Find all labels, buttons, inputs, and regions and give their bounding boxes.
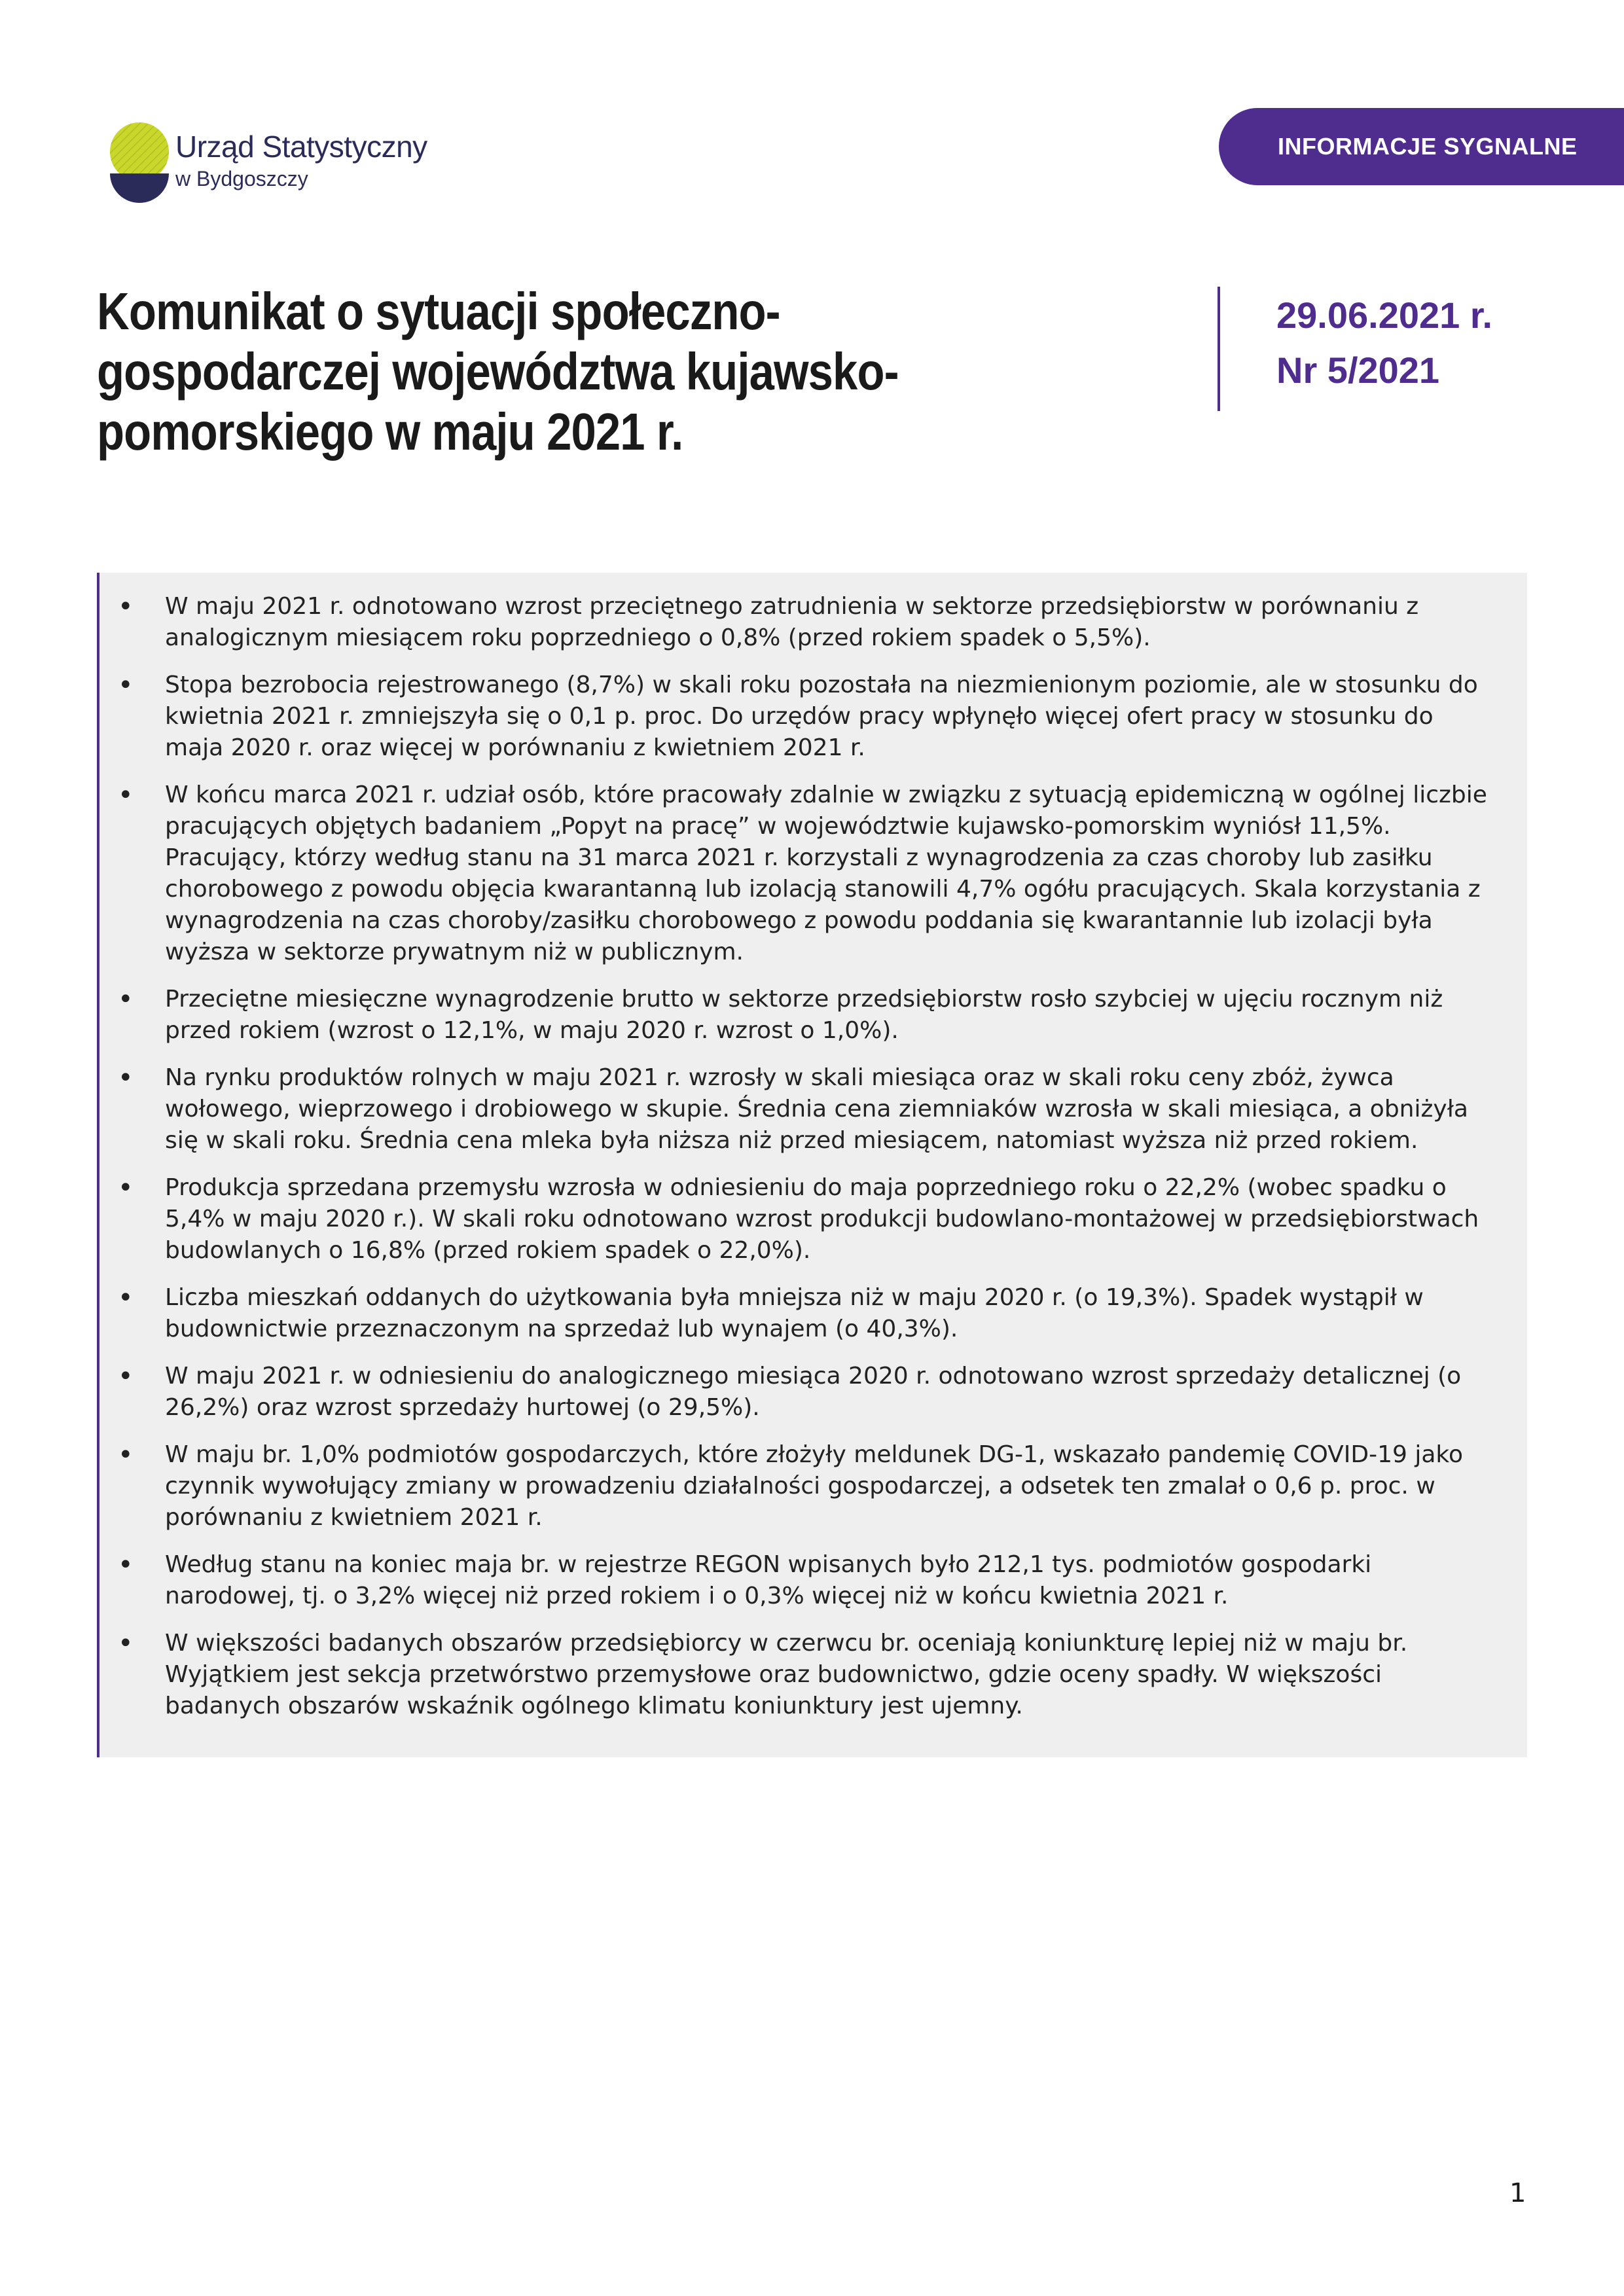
summary-item: • Według stanu na koniec maja br. w rejestrze REGON wpisanych było 212,1 tys. podmiotów gospodarki narodowej, tj. o 3,2% więcej niż przed rokiem i o 0,3% więcej niż w końcu kwietnia 2021 r.: [99, 1549, 1494, 1612]
summary-item: • Liczba mieszkań oddanych do użytkowania była mniejsza niż w maju 2020 r. (o 19,3%). Spadek wystąpił w budownictwie przeznaczonym na sprzedaż lub wynajem (o 40,3%).: [99, 1282, 1494, 1345]
summary-item: • Produkcja sprzedana przemysłu wzrosła w odniesieniu do maja poprzedniego roku o 22,2% (wobec spadku o 5,4% w maju 2020 r.). W skali roku odnotowano wzrost produkcji budowlano-montażowej w przedsiębiorstwach budowlanych o 16,8% (przed rokiem spadek o 22,0%).: [99, 1172, 1494, 1266]
summary-item: • W większości badanych obszarów przedsiębiorcy w czerwcu br. oceniają koniunkturę lepiej niż w maju br. Wyjątkiem jest sekcja przetwórstwo przemysłowe oraz budownictwo, gdzie oceny spadły. W większości badanych obszarów wskaźnik ogólnego klimatu koniunktury jest ujemny.: [99, 1628, 1494, 1722]
summary-list: [99, 591, 1494, 1722]
summary-item: • W maju br. 1,0% podmiotów gospodarczych, które złożyły meldunek DG-1, wskazało pandemię COVID-19 jako czynnik wywołujący zmiany w prowadzeniu działalności gospodarczej, a odsetek ten zmalał o 0,6 p. proc. w porównaniu z kwietniem 2021 r.: [99, 1439, 1494, 1534]
page-title: Komunikat o sytuacji społeczno-gospodarczej województwa kujawsko-pomorskiego w maju 2021 r.: [97, 282, 899, 461]
publication-type-tag: INFORMACJE SYGNALNE: [1219, 108, 1624, 185]
summary-item: • Stopa bezrobocia rejestrowanego (8,7%) w skali roku pozostała na niezmienionym poziomie, ale w stosunku do kwietnia 2021 r. zmniejszyła się o 0,1 p. proc. Do urzędów pracy wpłynęło więcej ofert pracy w stosunku do maja 2020 r. oraz więcej w porównaniu z kwietniem 2021 r.: [99, 670, 1494, 764]
summary-item: • W maju 2021 r. odnotowano wzrost przeciętnego zatrudnienia w sektorze przedsiębiorstw w porównaniu z analogicznym miesiącem roku poprzedniego o 0,8% (przed rokiem spadek o 5,5%).: [99, 591, 1494, 654]
summary-panel: [97, 573, 1527, 1757]
summary-item: • W końcu marca 2021 r. udział osób, które pracowały zdalnie w związku z sytuacją epidemiczną w ogólnej liczbie pracujących objętych badaniem „Popyt na pracę” w województwie kujawsko-pomorskim wyniósł 11,5%. Pracujący, którzy według stanu na 31 marca 2021 r. korzystali z wynagrodzenia za czas choroby lub zasiłku chorobowego z powodu objęcia kwarantanną lub izolacją stanowili 4,7% ogółu pracujących. Skala korzystania z wynagrodzenia na czas choroby/zasiłku chorobowego z powodu poddania się kwarantannie lub izolacji była wyższa w sektorze prywatnym niż w publicznym.: [99, 780, 1494, 968]
summary-item: • Przeciętne miesięczne wynagrodzenie brutto w sektorze przedsiębiorstw rosło szybciej w ujęciu rocznym niż przed rokiem (wzrost o 12,1%, w maju 2020 r. wzrost o 1,0%).: [99, 984, 1494, 1047]
summary-item: • Na rynku produktów rolnych w maju 2021 r. wzrosły w skali miesiąca oraz w skali roku ceny zbóż, żywca wołowego, wieprzowego i drobiowego w skupie. Średnia cena ziemniaków wzrosła w skali miesiąca, a obniżyła się w skali roku. Średnia cena mleka była niższa niż przed miesiącem, natomiast wyższa niż przed rokiem.: [99, 1062, 1494, 1157]
publication-date: 29.06.2021 r.: [1276, 295, 1493, 336]
summary-item: • W maju 2021 r. w odniesieniu do analogicznego miesiąca 2020 r. odnotowano wzrost sprzedaży detalicznej (o 26,2%) oraz wzrost sprzedaży hurtowej (o 29,5%).: [99, 1361, 1494, 1424]
logo-subtitle: w Bydgoszczy: [175, 167, 308, 190]
header-divider: [1218, 287, 1220, 411]
page-number: 1: [1509, 2178, 1526, 2208]
logo-name: Urząd Statystyczny: [175, 130, 427, 164]
publication-number: Nr 5/2021: [1276, 350, 1440, 391]
publication-meta: [1276, 288, 1492, 398]
institution-logo: [98, 115, 425, 213]
